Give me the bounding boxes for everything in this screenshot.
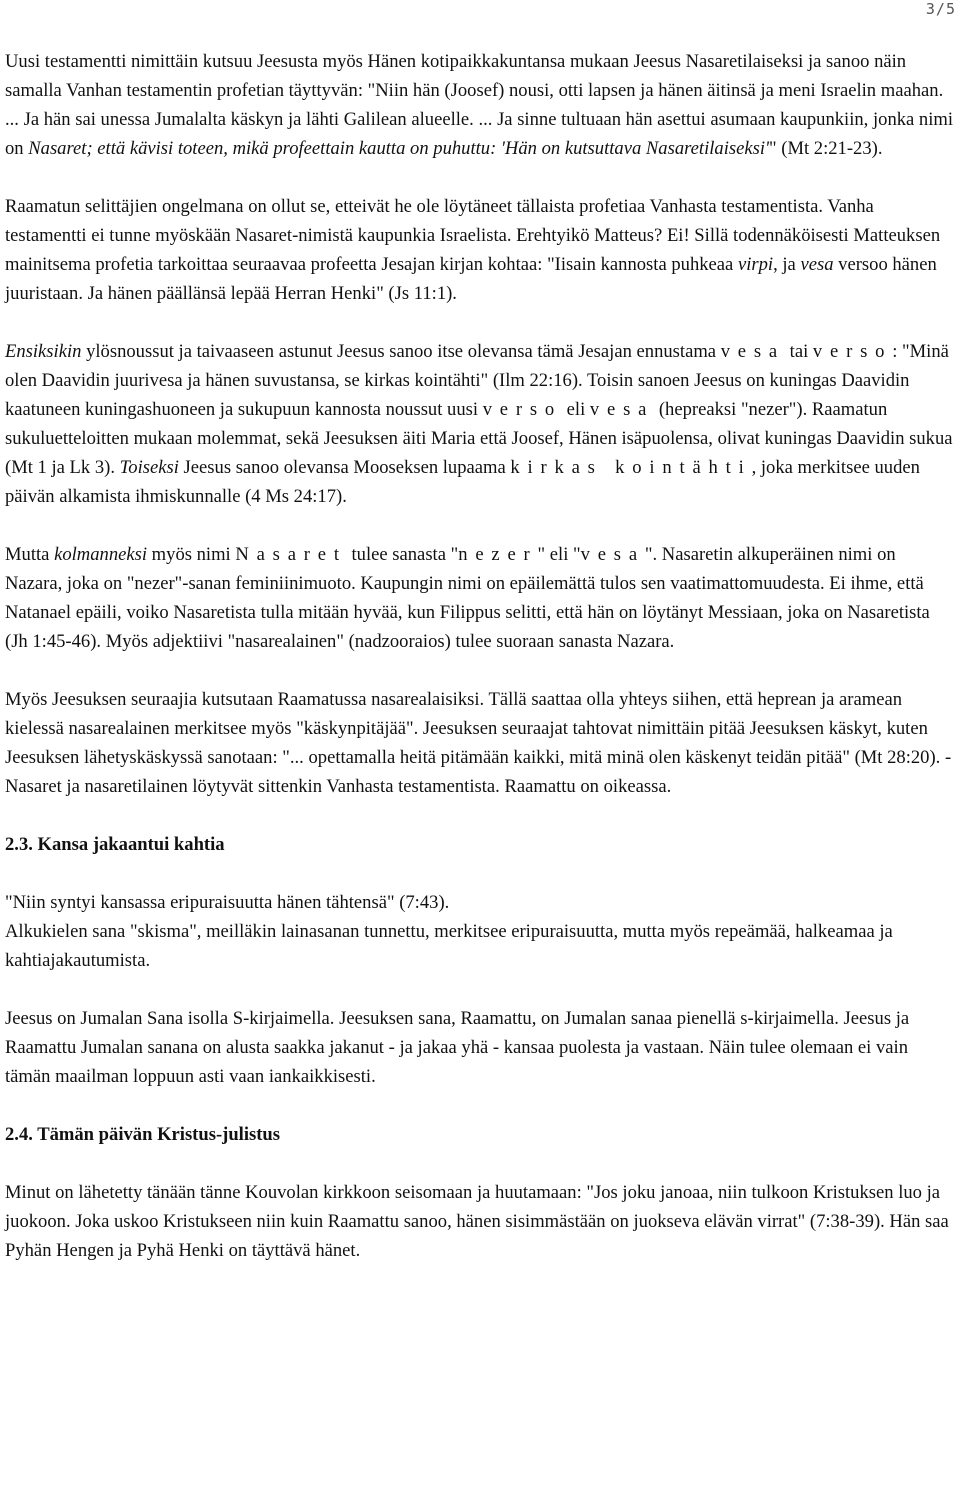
text-run: Myös Jeesuksen seuraajia kutsutaan Raamatussa nasarealaisiksi. Tällä saattaa olla yhteys siihen, että heprean ja aramean kielessä nasarealainen merkitsee myös "käskynpitäjää". Jeesuksen seuraajat tahtovat nimittäin pitää Jeesuksen käskyt, kuten Jeesuksen lähetyskäskyssä sanotaan: "... opettamalla heitä pitämään kaikki, mitä minä olen käskenyt teidän pitää" (Mt 28:20). - Nasaret ja nasaretilainen löytyvät sittenkin Vanhasta testamentista. Raamattu on oikeassa. [5, 689, 952, 797]
section-2-3-heading: 2.3. Kansa jakaantui kahtia [5, 834, 225, 855]
text-run: (hepreaksi "nezer"). Raamatun sukuluetteloitten mukaan molemmat, sekä Jeesuksen äiti Maria että Joosef, Hänen isäpuolensa, olivat kuningas Daavidin sukua (Mt 1 ja Lk 3). [5, 399, 953, 478]
text-run: , ja [773, 254, 801, 275]
spaced-text: vesa [589, 399, 655, 420]
document-body [5, 47, 955, 1265]
section-2-3-quote: "Niin syntyi kansassa eripuraisuutta hänen tähtensä" (7:43). [5, 892, 450, 913]
paragraph-1 [5, 47, 955, 163]
text-run: ". Nasaretin alkuperäinen nimi on Nazara, joka on "nezer"-sanan feminiinimuoto. Kaupungin nimi on epäilemättä tulos sen vaatimattomuudesta. Ei ihme, että Natanael epäili, voiko Nasaretista tulla mitään hyvää, kun Filippus selitti, että hän on löytänyt Messiaan, joka on Nasaretista (Jh 1:45-46). Myös adjektiivi "nasarealainen" (nadzooraios) tulee suoraan sanasta Nazara. [5, 544, 930, 652]
text-run: Raamatun selittäjien ongelmana on ollut se, etteivät he ole löytäneet tällaista profetiaa Vanhasta testamentista. Vanha testamentti ei tunne myöskään Nasaret-nimistä kaupunkia Israelista. Erehtyikö Matteus? Ei! Sillä todennäköisesti Matteuksen mainitsema profetia tarkoittaa seuraavaa profeetta Jesajan kirjan kohtaa: "Iisain kannosta puhkeaa [5, 196, 941, 275]
spaced-text: verso [812, 341, 893, 362]
italic-text: Nasaret; että kävisi toteen, mikä profeettain kautta on puhuttu: 'Hän on kutsuttava Nasaretilaiseksi' [28, 138, 770, 159]
paragraph-5 [5, 685, 955, 801]
spaced-text: nezer [458, 544, 538, 565]
text-run: Jeesus sanoo olevansa Mooseksen lupaama [178, 457, 511, 478]
section-2-3-paragraph-1: Alkukielen sana "skisma", meilläkin lainasanan tunnettu, merkitsee eripuraisuutta, mutta myös repeämää, halkeamaa ja kahtiajakautumista. [5, 921, 893, 971]
spaced-text: vesa [580, 544, 645, 565]
text-run: tai [785, 341, 813, 362]
spaced-text: kirkas kointähti [510, 457, 752, 478]
text-run: myös nimi [147, 544, 236, 565]
text-run: Mutta [5, 544, 55, 565]
spaced-text: Nasaret [235, 544, 347, 565]
text-run: , joka merkitsee uuden päivän alkamista ihmiskunnalle (4 Ms 24:17). [5, 457, 920, 507]
page-number: 3/5 [925, 0, 956, 18]
spaced-text: vesa [720, 341, 785, 362]
text-run: Uusi testamentti nimittäin kutsuu Jeesusta myös Hänen kotipaikkakuntansa mukaan Jeesus Nasaretilaiseksi ja sanoo näin samalla Vanhan testamentin profetian täyttyvän: "Niin hän (Joosef) nousi, otti lapsen ja hänen äitinsä ja meni Israelin maahan. ... Ja hän sai unessa Jumalalta käskyn ja lähti Galilean alueelle. ... Ja sinne tultuaan hän asettui asumaan kaupunkiin, jonka nimi on [5, 51, 954, 159]
paragraph-4 [5, 540, 955, 656]
section-2-4-paragraph-1: Minut on lähetetty tänään tänne Kouvolan kirkkoon seisomaan ja huutamaan: "Jos joku janoaa, niin tulkoon Kristuksen luo ja juokoon. Joka uskoo Kristukseen niin kuin Raamattu sanoo, hänen sisimmästään on juokseva elävän virrat" (7:38-39). Hän saa Pyhän Hengen ja Pyhä Henki on täyttävä hänet. [5, 1182, 949, 1261]
text-run: eli [562, 399, 590, 420]
italic-text: Ensiksikin [5, 341, 82, 362]
text-run: ylösnoussut ja taivaaseen astunut Jeesus sanoo itse olevansa tämä Jesajan ennustama [81, 341, 721, 362]
spaced-text: verso [482, 399, 563, 420]
text-run: tulee sanasta " [346, 544, 459, 565]
paragraph-3 [5, 337, 955, 511]
text-run: : "Minä olen Daavidin juurivesa ja hänen suvustansa, se kirkas kointähti" (Ilm 22:16). Toisin sanoen Jeesus on kuningas Daavidin kaatuneen kuningashuoneen ja sukupuun kannosta noussut uusi [5, 341, 949, 420]
text-run: " (Mt 2:21-23). [769, 138, 883, 159]
italic-text: vesa [800, 254, 834, 275]
section-2-4-heading: 2.4. Tämän päivän Kristus-julistus [5, 1124, 281, 1145]
italic-text: Toiseksi [119, 457, 179, 478]
text-run: " eli " [537, 544, 581, 565]
text-run: versoo hänen juuristaan. Ja hänen päällänsä lepää Herran Henki" (Js 11:1). [5, 254, 937, 304]
section-2-3-paragraph-2: Jeesus on Jumalan Sana isolla S-kirjaimella. Jeesuksen sana, Raamattu, on Jumalan sanaa pienellä s-kirjaimella. Jeesus ja Raamattu Jumalan sanana on alusta saakka jakanut - ja jakaa yhä - kansaa puolesta ja vastaan. Näin tulee olemaan ei vain tämän maailman loppuun asti vaan iankaikkisesti. [5, 1008, 910, 1087]
italic-text: virpi [737, 254, 774, 275]
paragraph-2 [5, 192, 955, 308]
italic-text: kolmanneksi [54, 544, 148, 565]
